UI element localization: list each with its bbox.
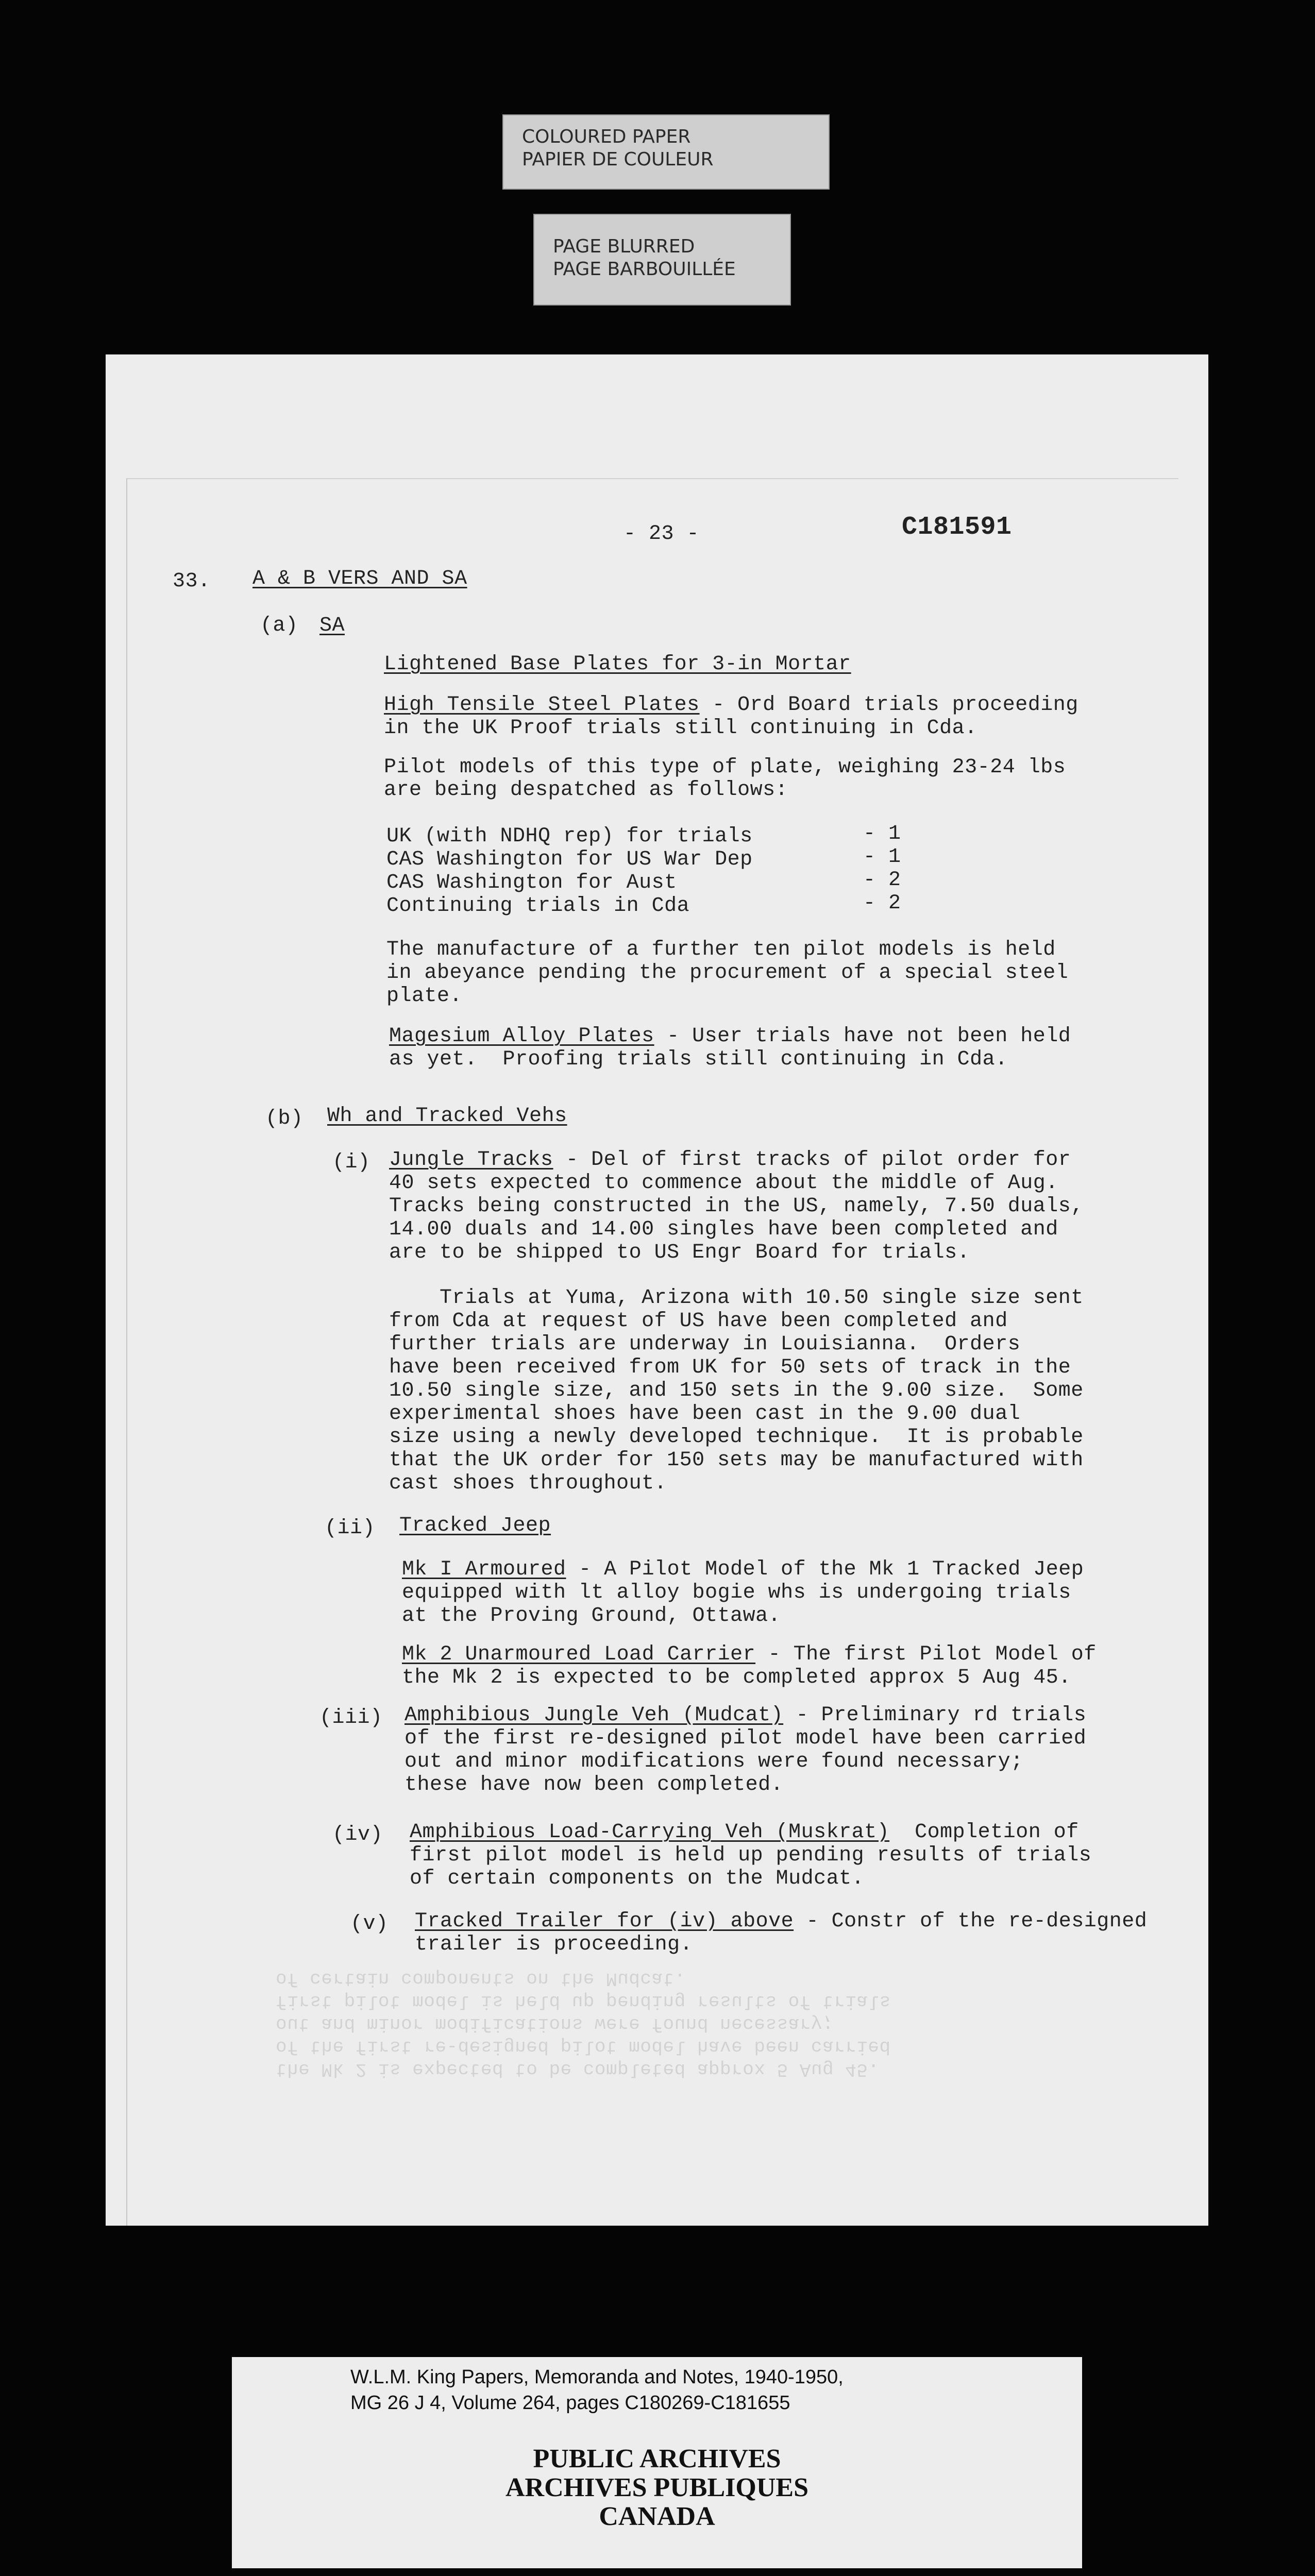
archives-stamp: [232, 2445, 1082, 2531]
yuma-paragraph-line: that the UK order for 150 sets may be manufactured with: [389, 1449, 1084, 1472]
jungle-tracks-line: Jungle Tracks - Del of first tracks of pilot order for: [389, 1148, 1071, 1172]
mk2-line: Mk 2 Unarmoured Load Carrier - The first Pilot Model of: [402, 1643, 1097, 1666]
jungle-tracks-line: 14.00 duals and 14.00 singles have been completed and: [389, 1218, 1058, 1241]
mudcat-line: Amphibious Jungle Veh (Mudcat) - Preliminary rd trials: [404, 1704, 1087, 1727]
mk1-line: Mk I Armoured - A Pilot Model of the Mk 1 Tracked Jeep: [402, 1558, 1084, 1581]
coloured-paper-stamp: [502, 114, 830, 190]
subsection-b-label: (b): [265, 1107, 304, 1130]
hts-paragraph-line: High Tensile Steel Plates - Ord Board trials proceeding: [384, 693, 1078, 717]
jungle-tracks-line: 40 sets expected to commence about the middle of Aug.: [389, 1172, 1058, 1195]
yuma-paragraph-line: cast shoes throughout.: [389, 1472, 667, 1495]
page-blurred-stamp: [533, 214, 791, 306]
item-ii-number: (ii): [325, 1517, 376, 1540]
despatch-destination: Continuing trials in Cda: [386, 894, 690, 918]
mk1-line: at the Proving Ground, Ottawa.: [402, 1604, 781, 1628]
hts-paragraph-line: in the UK Proof trials still continuing in Cda.: [384, 717, 977, 740]
yuma-paragraph-line: further trials are underway in Louisianna. Orders: [389, 1333, 1021, 1356]
subsection-a-title: SA: [319, 614, 345, 637]
base-plates-heading: Lightened Base Plates for 3-in Mortar: [384, 653, 851, 676]
yuma-paragraph-line: Trials at Yuma, Arizona with 10.50 single size sent: [389, 1286, 1084, 1310]
stamp-line-en: PAGE BLURRED: [553, 236, 695, 257]
bleed-through-text: the Mk 2 is expected to be completed approx 5 Aug 45. of the first re-designed pilot model have been carried out and minor modifications were found necessary; first pilot model is held up pending results of trials of certain components on the Mudcat.: [276, 1968, 891, 2080]
page-number: - 23 -: [623, 522, 700, 546]
item-i-number: (i): [332, 1151, 370, 1174]
section-title: A & B VERS AND SA: [252, 567, 467, 590]
document-page: [106, 354, 1208, 2226]
citation-line: W.L.M. King Papers, Memoranda and Notes, 1940-1950,: [350, 2366, 844, 2388]
citation-line: MG 26 J 4, Volume 264, pages C180269-C181655: [350, 2392, 790, 2414]
despatch-destination: CAS Washington for US War Dep: [386, 848, 753, 871]
muskrat-line: Amphibious Load-Carrying Veh (Muskrat) Completion of: [410, 1821, 1079, 1844]
mk1-line: equipped with lt alloy bogie whs is undergoing trials: [402, 1581, 1071, 1604]
pilot-paragraph-line: Pilot models of this type of plate, weighing 23-24 lbs: [384, 756, 1066, 779]
manufacture-paragraph-line: The manufacture of a further ten pilot models is held: [386, 938, 1056, 961]
archives-name-en: PUBLIC ARCHIVES: [533, 2444, 781, 2473]
despatch-destination: CAS Washington for Aust: [386, 871, 677, 894]
archive-label-card: [232, 2357, 1082, 2568]
magnesium-paragraph-line: Magesium Alloy Plates - User trials have not been held: [389, 1025, 1071, 1048]
yuma-paragraph-line: have been received from UK for 50 sets of track in the: [389, 1356, 1071, 1379]
yuma-paragraph-line: size using a newly developed technique. It is probable: [389, 1426, 1084, 1449]
despatch-quantity: - 1: [863, 822, 901, 845]
stamp-line-en: COLOURED PAPER: [522, 126, 691, 147]
muskrat-line: of certain components on the Mudcat.: [410, 1867, 865, 1890]
tracked-trailer-line: trailer is proceeding.: [415, 1933, 693, 1956]
manufacture-paragraph-line: plate.: [386, 985, 463, 1008]
muskrat-line: first pilot model is held up pending results of trials: [410, 1844, 1092, 1867]
mudcat-line: these have now been completed.: [404, 1773, 784, 1797]
subsection-b-title: Wh and Tracked Vehs: [327, 1105, 567, 1128]
archives-country: CANADA: [599, 2502, 715, 2531]
despatch-quantity: - 2: [863, 892, 901, 915]
manufacture-paragraph-line: in abeyance pending the procurement of a special steel: [386, 961, 1069, 985]
collection-citation: [350, 2364, 994, 2416]
mudcat-line: of the first re-designed pilot model have been carried: [404, 1727, 1087, 1750]
mudcat-line: out and minor modifications were found necessary;: [404, 1750, 1023, 1773]
mk2-line: the Mk 2 is expected to be completed approx 5 Aug 45.: [402, 1666, 1071, 1689]
despatch-quantity: - 2: [863, 869, 901, 892]
subsection-a-label: (a): [260, 614, 298, 637]
stamp-line-fr: PAPIER DE COULEUR: [522, 149, 714, 170]
item-iii-number: (iii): [319, 1706, 383, 1730]
yuma-paragraph-line: from Cda at request of US have been completed and: [389, 1310, 1008, 1333]
item-iv-number: (iv): [332, 1823, 383, 1846]
archives-name-fr: ARCHIVES PUBLIQUES: [505, 2473, 809, 2502]
despatch-quantity: - 1: [863, 845, 901, 869]
section-number: 33.: [173, 570, 211, 593]
yuma-paragraph-line: experimental shoes have been cast in the 9.00 dual: [389, 1402, 1021, 1426]
document-id: C181591: [902, 513, 1012, 542]
despatch-destination: UK (with NDHQ rep) for trials: [386, 825, 753, 848]
pilot-paragraph-line: are being despatched as follows:: [384, 778, 788, 802]
tracked-trailer-line: Tracked Trailer for (iv) above - Constr of the re-designed: [415, 1910, 1148, 1933]
jungle-tracks-line: are to be shipped to US Engr Board for trials.: [389, 1241, 970, 1264]
item-v-number: (v): [350, 1912, 389, 1936]
magnesium-paragraph-line: as yet. Proofing trials still continuing in Cda.: [389, 1048, 1008, 1071]
jungle-tracks-line: Tracks being constructed in the US, namely, 7.50 duals,: [389, 1195, 1084, 1218]
stamp-line-fr: PAGE BARBOUILLÉE: [553, 259, 736, 280]
tracked-jeep-title: Tracked Jeep: [399, 1514, 551, 1537]
yuma-paragraph-line: 10.50 single size, and 150 sets in the 9.00 size. Some: [389, 1379, 1084, 1402]
